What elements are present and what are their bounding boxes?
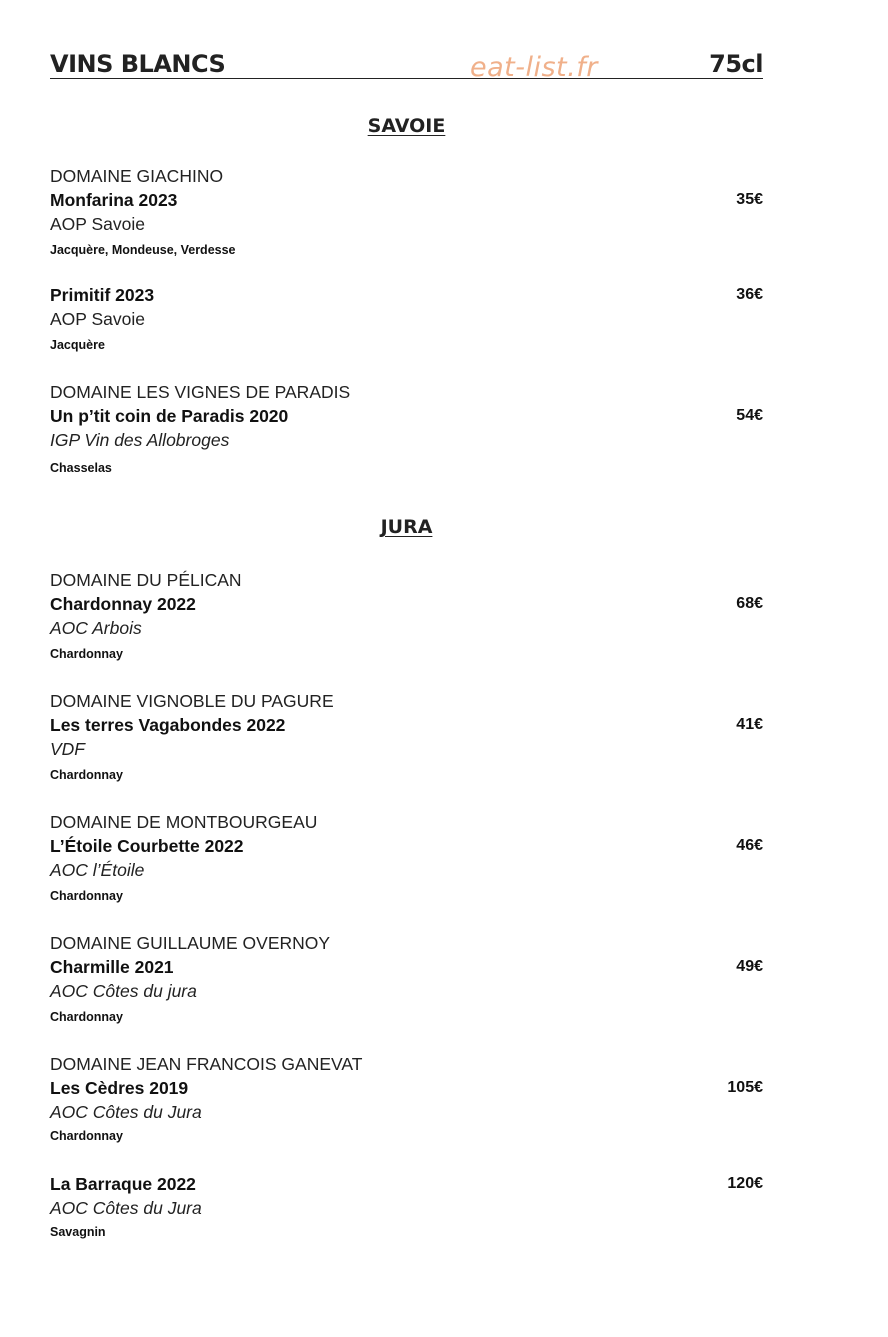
wine-price: 54€ (736, 407, 763, 424)
wine-entry (50, 1052, 763, 1146)
wine-appellation: AOC Côtes du Jura (50, 1102, 202, 1122)
wine-grapes: Chardonnay (50, 768, 123, 782)
page-title: VINS BLANCS (50, 50, 226, 78)
watermark: eat-list.fr (470, 52, 598, 83)
wine-domain: DOMAINE DU PÉLICAN (50, 570, 242, 590)
wine-name: Primitif 2023 (50, 285, 155, 305)
wine-name: La Barraque 2022 (50, 1174, 196, 1194)
wine-name: Chardonnay 2022 (50, 594, 196, 614)
wine-price: 120€ (727, 1175, 763, 1192)
wine-entry (50, 283, 763, 355)
wine-domain: DOMAINE DE MONTBOURGEAU (50, 812, 318, 832)
wine-entry (50, 931, 763, 1027)
wine-entry (50, 164, 763, 260)
wine-entry (50, 810, 763, 906)
wine-name: L’Étoile Courbette 2022 (50, 836, 244, 856)
wine-appellation: AOC Côtes du Jura (50, 1198, 202, 1218)
wine-entry (50, 1172, 763, 1242)
wine-domain: DOMAINE JEAN FRANCOIS GANEVAT (50, 1054, 363, 1074)
wine-appellation: AOC Côtes du jura (50, 981, 197, 1001)
wine-domain: DOMAINE GIACHINO (50, 166, 224, 186)
wine-grapes: Jacquère, Mondeuse, Verdesse (50, 243, 236, 257)
wine-domain: DOMAINE GUILLAUME OVERNOY (50, 933, 331, 953)
wine-price: 68€ (736, 595, 763, 612)
wine-price: 46€ (736, 837, 763, 854)
wine-appellation: VDF (50, 739, 85, 759)
wine-name: Monfarina 2023 (50, 190, 178, 210)
wine-appellation: IGP Vin des Allobroges (50, 430, 230, 450)
wine-grapes: Chardonnay (50, 1010, 123, 1024)
wine-grapes: Chardonnay (50, 1129, 123, 1143)
section-title-savoie: SAVOIE (367, 115, 446, 137)
section-title-jura: JURA (380, 516, 433, 538)
wine-domain: DOMAINE LES VIGNES DE PARADIS (50, 382, 351, 402)
wine-entry (50, 380, 763, 478)
wine-grapes: Chasselas (50, 461, 112, 475)
wine-domain: DOMAINE VIGNOBLE DU PAGURE (50, 691, 334, 711)
wine-appellation: AOC Arbois (50, 618, 142, 638)
wine-grapes: Jacquère (50, 338, 105, 352)
wine-price: 41€ (736, 716, 763, 733)
wine-appellation: AOC l’Étoile (50, 860, 145, 880)
wine-price: 105€ (727, 1079, 763, 1096)
bottle-size: 75cl (709, 50, 763, 78)
wine-name: Charmille 2021 (50, 957, 174, 977)
wine-grapes: Chardonnay (50, 647, 123, 661)
wine-grapes: Chardonnay (50, 889, 123, 903)
wine-appellation: AOP Savoie (50, 214, 146, 234)
wine-name: Les Cèdres 2019 (50, 1078, 189, 1098)
wine-price: 35€ (736, 191, 763, 208)
wine-entry (50, 689, 763, 785)
wine-entry (50, 568, 763, 664)
page-header (50, 50, 763, 83)
wine-price: 49€ (736, 958, 763, 975)
wine-grapes: Savagnin (50, 1225, 106, 1239)
wine-name: Les terres Vagabondes 2022 (50, 715, 286, 735)
wine-appellation: AOP Savoie (50, 309, 146, 329)
wine-price: 36€ (736, 286, 763, 303)
wine-name: Un p’tit coin de Paradis 2020 (50, 406, 289, 426)
